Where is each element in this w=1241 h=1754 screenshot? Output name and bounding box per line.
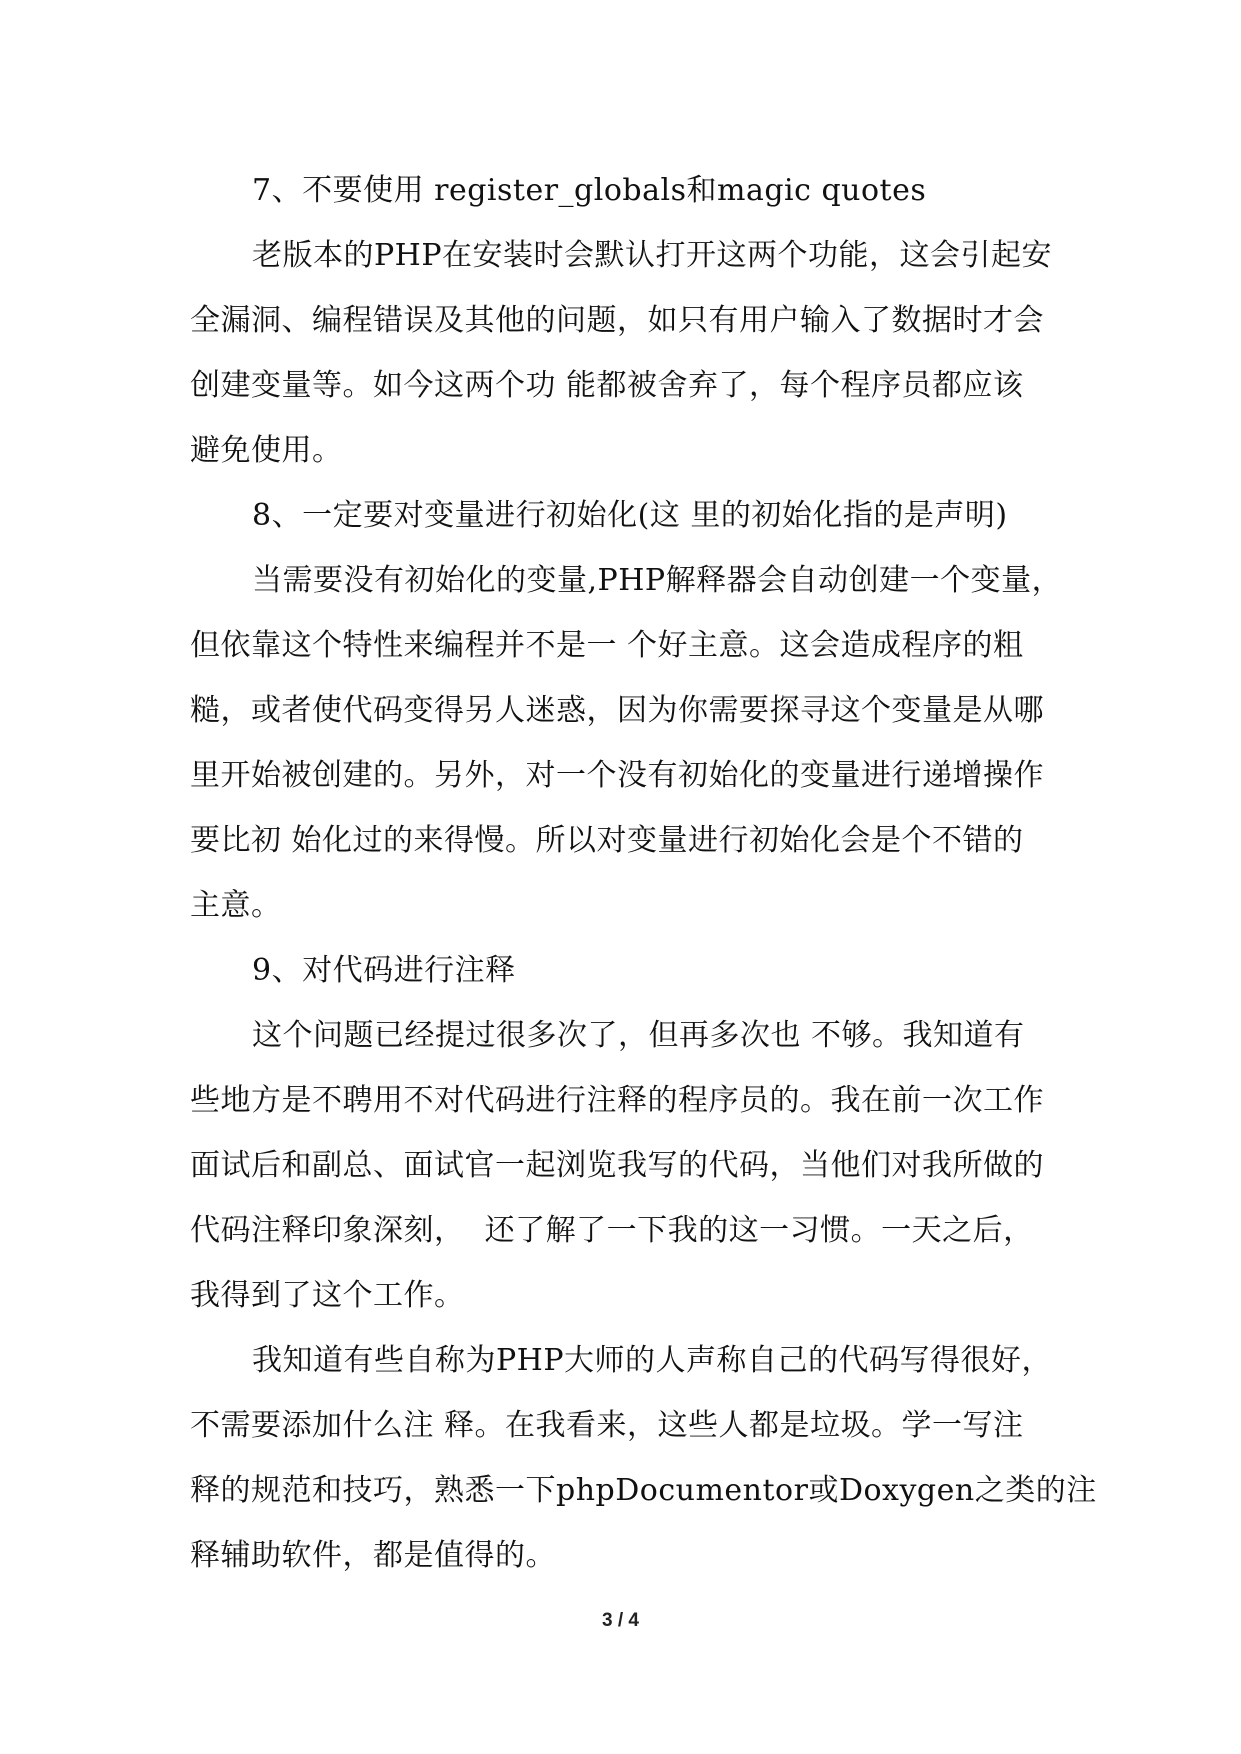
document-body	[190, 158, 1097, 1588]
paragraph-line: 释的规范和技巧，熟悉一下phpDocumentor或Doxygen之类的注	[190, 1473, 1097, 1508]
paragraph-line: 糙，或者使代码变得另人迷惑，因为你需要探寻这个变量是从哪	[190, 693, 1044, 728]
paragraph-line: 我知道有些自称为PHP大师的人声称自己的代码写得很好，	[252, 1343, 1053, 1378]
paragraph-line: 创建变量等。如今这两个功 能都被舍弃了，每个程序员都应该	[190, 368, 1024, 403]
paragraph-line: 全漏洞、编程错误及其他的问题，如只有用户输入了数据时才会	[190, 303, 1044, 338]
paragraph-line: 些地方是不聘用不对代码进行注释的程序员的。我在前一次工作	[190, 1083, 1044, 1118]
section-heading-8: 8、一定要对变量进行初始化(这 里的初始化指的是声明)	[252, 498, 1008, 533]
paragraph-line: 里开始被创建的。另外，对一个没有初始化的变量进行递增操作	[190, 758, 1044, 793]
paragraph-line: 这个问题已经提过很多次了，但再多次也 不够。我知道有	[252, 1018, 1025, 1053]
paragraph-line: 释辅助软件，都是值得的。	[190, 1538, 556, 1573]
section-heading-7: 7、不要使用 register_globals和magic quotes	[252, 173, 927, 208]
paragraph-line: 要比初 始化过的来得慢。所以对变量进行初始化会是个不错的	[190, 823, 1024, 858]
paragraph-line: 主意。	[190, 888, 282, 923]
paragraph-line: 面试后和副总、面试官一起浏览我写的代码，当他们对我所做的	[190, 1148, 1044, 1183]
paragraph-line: 避免使用。	[190, 433, 343, 468]
section-heading-9: 9、对代码进行注释	[252, 953, 516, 988]
page-number: 3 / 4	[602, 1610, 639, 1631]
paragraph-line: 但依靠这个特性来编程并不是一 个好主意。这会造成程序的粗	[190, 628, 1024, 663]
paragraph-line: 当需要没有初始化的变量,PHP解释器会自动创建一个变量，	[252, 563, 1063, 598]
paragraph-line: 老版本的PHP在安装时会默认打开这两个功能，这会引起安	[252, 238, 1053, 273]
paragraph-line: 不需要添加什么注 释。在我看来，这些人都是垃圾。学一写注	[190, 1408, 1024, 1443]
paragraph-line: 代码注释印象深刻， 还了解了一下我的这一习惯。一天之后，	[190, 1213, 1034, 1248]
paragraph-line: 我得到了这个工作。	[190, 1278, 465, 1313]
